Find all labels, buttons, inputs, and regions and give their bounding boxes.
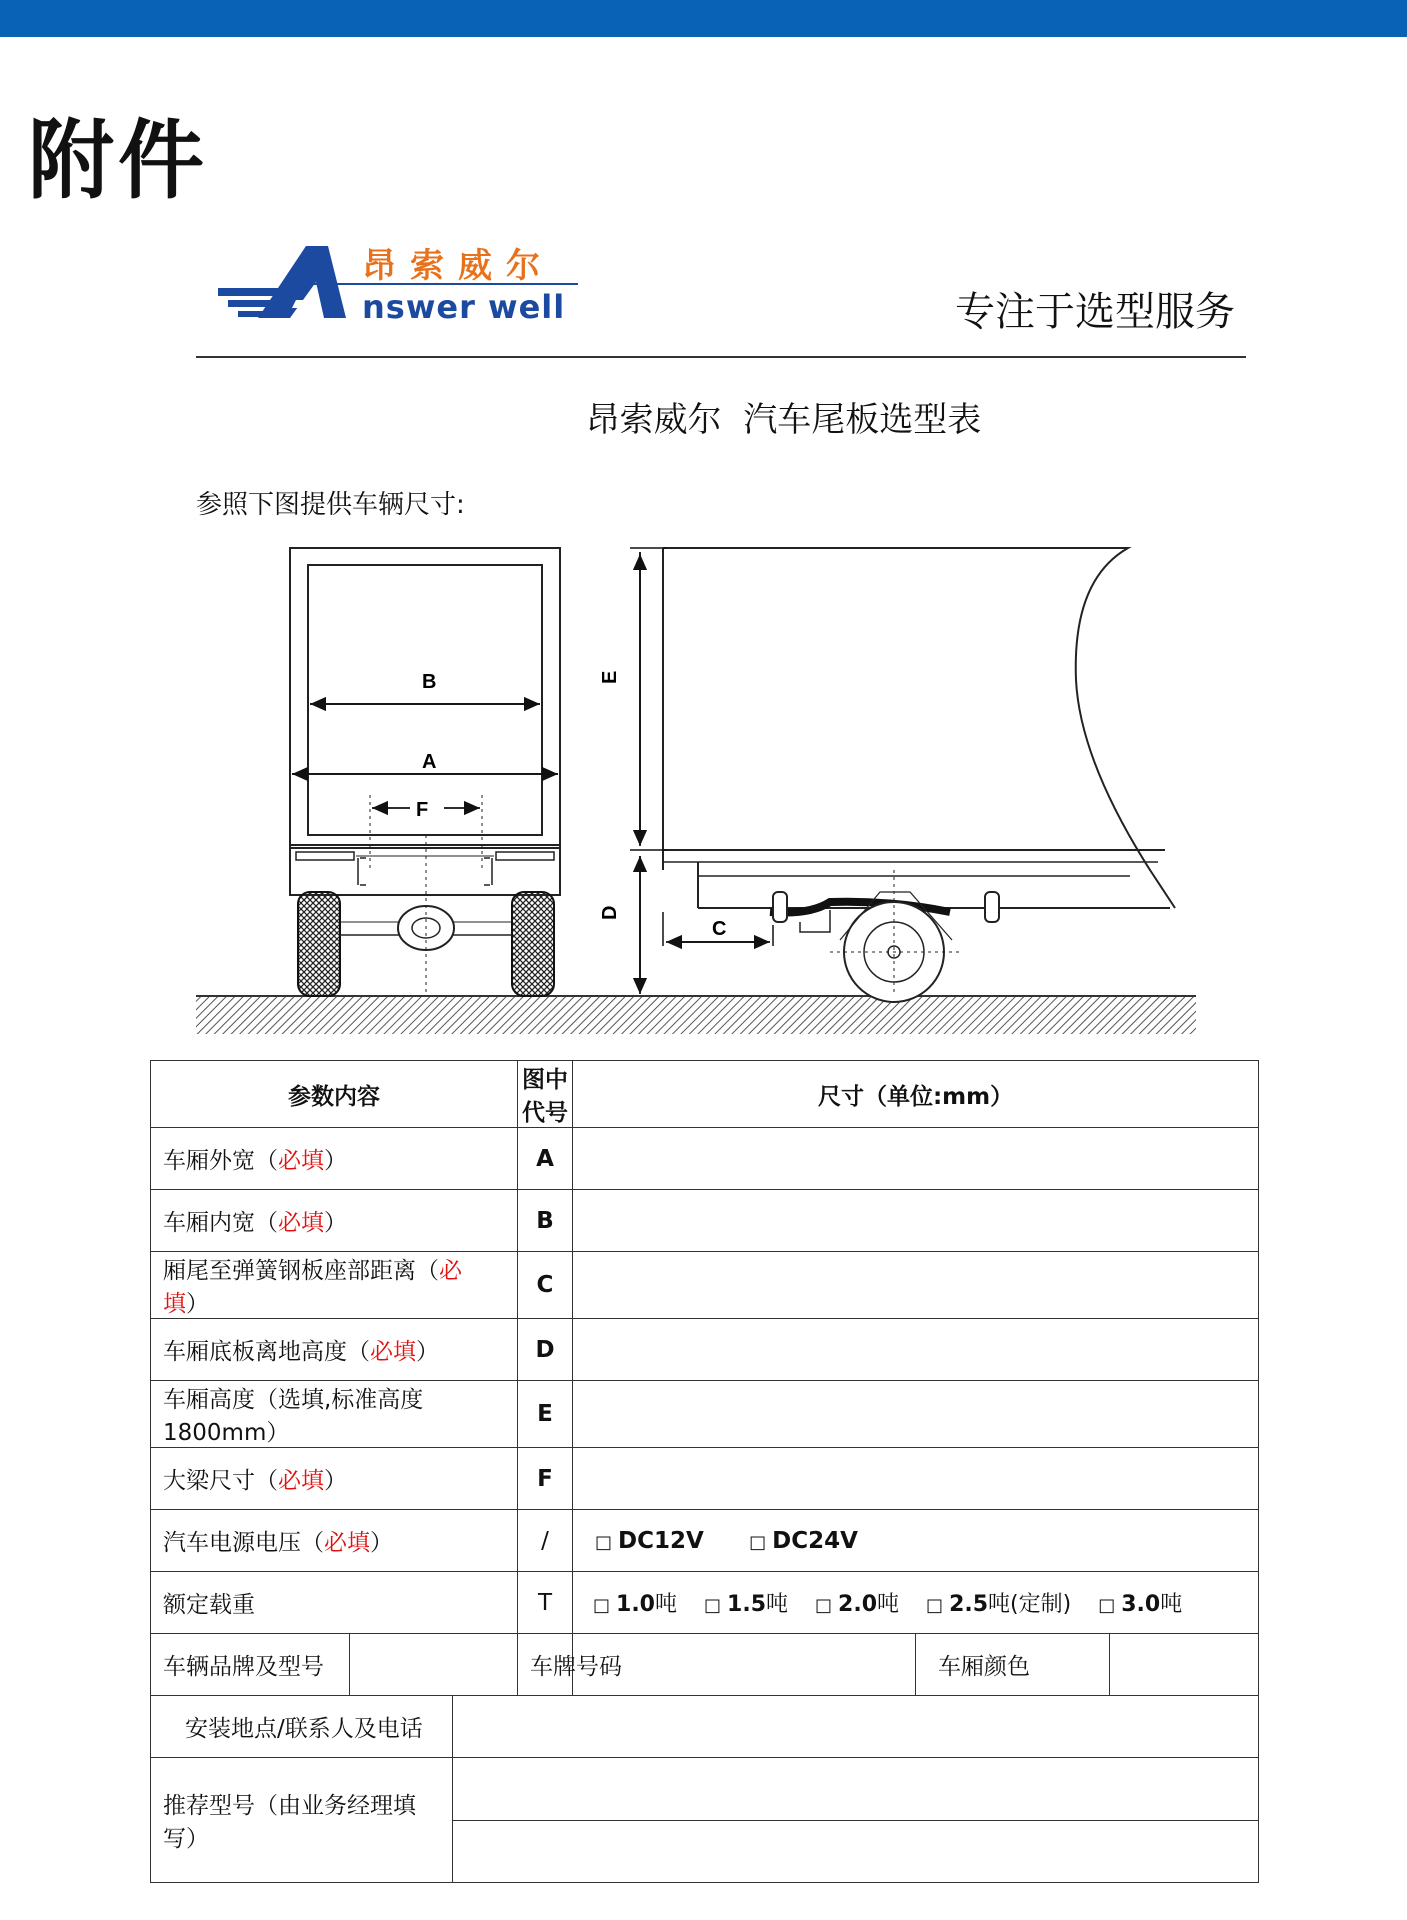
- rear-wheel-right: [512, 892, 554, 996]
- load-option-1-5[interactable]: □ 1.5吨: [704, 1592, 789, 1617]
- size-input-c[interactable]: [573, 1252, 1259, 1319]
- param-label: 车厢高度（选填,标准高度 1800mm）: [151, 1381, 518, 1448]
- voltage-option-24v[interactable]: □ DC24V: [749, 1527, 858, 1554]
- dim-b-label: B: [422, 671, 437, 693]
- header-size: 尺寸（单位:mm）: [573, 1061, 1259, 1128]
- header-divider: [196, 356, 1246, 358]
- plate-input[interactable]: [573, 1634, 916, 1696]
- form-title: [0, 392, 1407, 441]
- size-input-a[interactable]: [573, 1128, 1259, 1190]
- plate-label: 车牌号码: [518, 1634, 573, 1696]
- param-label: 车厢底板离地高度（必填）: [151, 1319, 518, 1381]
- dim-a-label: A: [422, 751, 437, 773]
- brand-label: 车辆品牌及型号: [151, 1634, 350, 1696]
- slogan: 专注于选型服务: [955, 289, 1235, 335]
- dim-d-label: D: [599, 905, 621, 920]
- table-row: [151, 1190, 1259, 1252]
- top-banner: [0, 0, 1407, 37]
- rear-wheel-left: [298, 892, 340, 996]
- form-title-main: 汽车尾板选型表: [743, 400, 982, 440]
- param-label: 汽车电源电压（必填）: [151, 1510, 518, 1572]
- param-code: A: [518, 1128, 573, 1190]
- header-code: 图中代号: [518, 1061, 573, 1128]
- recommend-row: [151, 1758, 1259, 1821]
- ground-hatch: [196, 996, 1196, 1034]
- table-row: [151, 1319, 1259, 1381]
- param-code: F: [518, 1448, 573, 1510]
- table-row: [151, 1128, 1259, 1190]
- install-label: 安装地点/联系人及电话: [151, 1696, 453, 1758]
- color-label: 车厢颜色: [916, 1634, 1110, 1696]
- load-option-2-5[interactable]: □ 2.5吨(定制): [926, 1592, 1072, 1617]
- size-input-f[interactable]: [573, 1448, 1259, 1510]
- vehicle-row: [151, 1634, 1259, 1696]
- load-option-3-0[interactable]: □ 3.0吨: [1098, 1592, 1183, 1617]
- vehicle-dimension-diagram: [190, 540, 1210, 1040]
- side-box-outline: [663, 548, 1175, 908]
- voltage-row: [151, 1510, 1259, 1572]
- dim-e-label: E: [599, 670, 621, 684]
- intro-text: 参照下图提供车辆尺寸:: [196, 490, 465, 520]
- install-input[interactable]: [453, 1696, 1259, 1758]
- param-label: 大梁尺寸（必填）: [151, 1448, 518, 1510]
- color-input[interactable]: [1110, 1634, 1259, 1696]
- rear-box-inner: [308, 565, 542, 835]
- table-row: [151, 1252, 1259, 1319]
- table-header-row: [151, 1061, 1259, 1128]
- brand-input[interactable]: [350, 1634, 518, 1696]
- checkbox-icon: □: [749, 1531, 767, 1553]
- recommend-label: 推荐型号（由业务经理填写）: [151, 1758, 453, 1883]
- size-input-d[interactable]: [573, 1319, 1259, 1381]
- recommend-input-2[interactable]: [453, 1820, 1259, 1883]
- param-label: 车厢外宽（必填）: [151, 1128, 518, 1190]
- load-row: [151, 1572, 1259, 1634]
- param-code: /: [518, 1510, 573, 1572]
- load-options: [573, 1572, 1259, 1634]
- param-label: 额定载重: [151, 1572, 518, 1634]
- load-option-1-0[interactable]: □ 1.0吨: [593, 1592, 678, 1617]
- voltage-option-12v[interactable]: □ DC12V: [595, 1527, 704, 1554]
- attachment-title: 附件: [28, 111, 208, 211]
- voltage-options: [573, 1510, 1259, 1572]
- logo-chinese-name: 昂索威尔: [362, 246, 554, 286]
- table-row: [151, 1381, 1259, 1448]
- param-label: 车厢内宽（必填）: [151, 1190, 518, 1252]
- checkbox-icon: □: [595, 1531, 613, 1553]
- param-code: E: [518, 1381, 573, 1448]
- form-title-brand: 昂索威尔: [585, 400, 722, 440]
- param-code: D: [518, 1319, 573, 1381]
- param-code: C: [518, 1252, 573, 1319]
- logo-english-name: nswer well: [362, 288, 566, 326]
- header-param: 参数内容: [151, 1061, 518, 1128]
- table-row: [151, 1448, 1259, 1510]
- dim-f-label: F: [416, 799, 429, 821]
- size-input-e[interactable]: [573, 1381, 1259, 1448]
- size-input-b[interactable]: [573, 1190, 1259, 1252]
- recommend-input-1[interactable]: [453, 1758, 1259, 1821]
- dim-c-label: C: [712, 918, 727, 940]
- param-label: 厢尾至弹簧钢板座部距离（必填）: [151, 1252, 518, 1319]
- param-code: B: [518, 1190, 573, 1252]
- param-code: T: [518, 1572, 573, 1634]
- load-option-2-0[interactable]: □ 2.0吨: [815, 1592, 900, 1617]
- spec-table: [150, 1060, 1259, 1883]
- install-row: [151, 1696, 1259, 1758]
